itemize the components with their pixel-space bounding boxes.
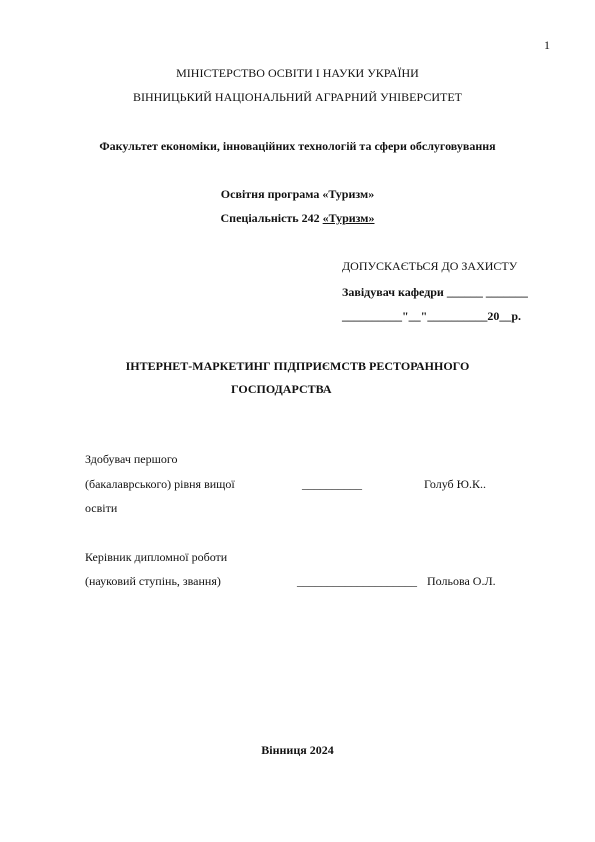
- ministry-heading: МІНІСТЕРСТВО ОСВІТИ І НАУКИ УКРАЇНИ: [176, 66, 419, 80]
- thesis-title-line-2: ГОСПОДАРСТВА: [231, 382, 332, 396]
- head-of-department-line: Завідувач кафедри ______ _______: [342, 285, 528, 299]
- specialty-line: [0, 211, 595, 225]
- student-label-2: (бакалаврського) рівня вищої: [85, 477, 235, 491]
- supervisor-label-1: Керівник дипломної роботи: [85, 550, 228, 564]
- student-label-3: освіти: [85, 501, 118, 515]
- student-name: Голуб Ю.К..: [424, 477, 486, 491]
- thesis-title-line-1: ІНТЕРНЕТ-МАРКЕТИНГ ПІДПРИЄМСТВ РЕСТОРАННОГО: [125, 359, 470, 373]
- faculty-line: Факультет економіки, інноваційних технологій та сфери обслуговування: [99, 139, 496, 153]
- city-year: Вінниця 2024: [261, 743, 334, 757]
- student-label-1: Здобувач першого: [85, 452, 178, 466]
- approval-date-line: __________"__"__________20__р.: [342, 309, 521, 323]
- program-line: Освітня програма «Туризм»: [220, 187, 375, 201]
- approval-title: ДОПУСКАЄТЬСЯ ДО ЗАХИСТУ: [342, 259, 518, 273]
- supervisor-name: Польова О.Л.: [427, 574, 496, 588]
- page-number: 1: [544, 38, 550, 52]
- specialty-name: «Туризм»: [322, 211, 375, 225]
- supervisor-signature-line: ____________________: [297, 574, 417, 588]
- student-signature-line: __________: [302, 477, 362, 491]
- university-heading: ВІННИЦЬКИЙ НАЦІОНАЛЬНИЙ АГРАРНИЙ УНІВЕРСИТЕТ: [133, 90, 462, 104]
- specialty-prefix: Спеціальність 242: [220, 211, 323, 225]
- supervisor-label-2: (науковий ступінь, звання): [85, 574, 221, 588]
